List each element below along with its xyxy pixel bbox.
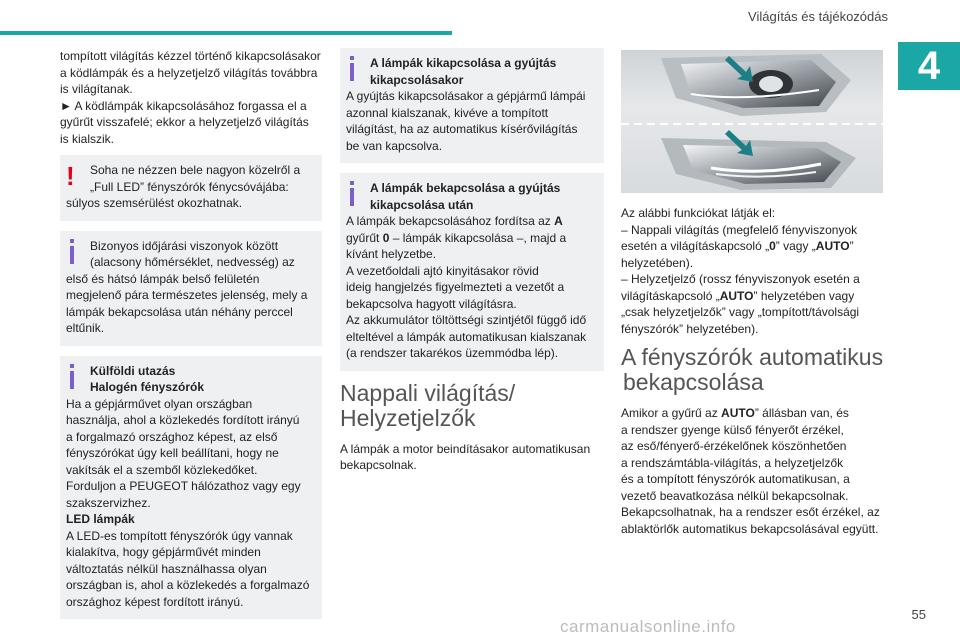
ring-label: A: [554, 214, 563, 228]
info-text: használja, ahol a közlekedés fordított irányú: [66, 413, 300, 427]
watermark: carmanualsonline.info: [560, 617, 736, 636]
info-title: Halogén fényszórók: [90, 380, 205, 394]
section-title-auto-headlamps: [621, 345, 886, 395]
info-text: országhoz képest fordított irányú.: [66, 594, 244, 609]
text-line: a ködlámpák és a helyzetjelző világítás továbbra: [60, 65, 318, 80]
info-text: fényszórókat úgy kell beállítani, hogy ne: [66, 446, 279, 460]
info-text: vakítsák el a szemből közlekedőket.: [66, 462, 258, 477]
section-title-daytime-lights: [340, 381, 604, 431]
warning-text: súlyos szemsérülést okozhatnak.: [66, 196, 243, 210]
list-item: – Nappali világítás (megfelelő fényviszonyok: [621, 222, 858, 237]
text-line: és a tompított fényszórók automatikusan, a: [621, 472, 850, 486]
header-accent-bar: [0, 31, 452, 35]
text-line: a rendszer gyenge külső fényerőt érzékel,: [621, 422, 844, 437]
list-item-continued: [621, 288, 886, 305]
text-line: Az alábbi funkciókat látják el:: [621, 206, 776, 220]
info-box-condensation: [60, 231, 322, 346]
text-fragment: A lámpák bekapcsolásához fordítsa az: [346, 214, 555, 228]
text-line: ► A ködlámpák kikapcsolásához forgassa el a: [60, 98, 307, 113]
text-fragment: ” vagy „: [775, 239, 816, 253]
text-fragment: ”: [849, 239, 854, 253]
text-fragment: gyűrűt: [346, 230, 383, 245]
section-title-line: Nappali világítás/: [340, 379, 516, 406]
info-title: A lámpák kikapcsolása a gyújtás: [370, 56, 557, 70]
warning-text: Soha ne nézzen bele nagyon közelről a: [90, 163, 301, 177]
info-text: világítást, ha az automatikus kísérővilágítás: [346, 122, 578, 136]
info-text: Az akkumulátor töltöttségi szintjétől függő idő: [346, 313, 587, 327]
headlamp-illustration: [621, 50, 883, 193]
info-text: [346, 213, 598, 230]
position-label: 0: [382, 230, 390, 245]
list-item-continued: helyzetében).: [621, 255, 694, 270]
text-line: Bekapcsolhatnak, ha a rendszer esőt érzékel, az: [621, 505, 880, 519]
info-text: (a rendszer takarékos üzemmódba lép).: [346, 346, 559, 360]
info-text: azonnal kialszanak, kivéve a tompított: [346, 105, 549, 120]
info-icon: [346, 181, 358, 209]
text-line: a rendszámtábla-világítás, a helyzetjelzők: [621, 455, 844, 470]
text-line: is kialszik.: [60, 131, 115, 146]
info-text: Ha a gépjárművet olyan országban: [66, 396, 253, 411]
text-line: vezető beavatkozása nélkül bekapcsolnak.: [621, 488, 849, 503]
info-box-lights-off: [340, 48, 604, 163]
info-text: országban is, ahol a közlekedés a forgalmazó: [66, 578, 310, 592]
daytime-lights-paragraph: [340, 441, 604, 474]
list-item-continued: [621, 238, 886, 255]
headlamp-photo: [621, 50, 883, 193]
list-item: – Helyzetjelző (rossz fényviszonyok esetén a: [621, 272, 860, 286]
text-line: gyűrűt visszafelé; ekkor a helyzetjelző világítás: [60, 115, 309, 129]
section-title-line: bekapcsolása: [623, 369, 764, 395]
text-fragment: – lámpák kikapcsolása –, majd a: [389, 230, 567, 245]
info-text: lámpák bekapcsolása után néhány perccel: [66, 304, 293, 319]
warning-text: „Full LED” fényszórók fénycsóvájába:: [90, 179, 289, 194]
section-title-line: A fényszórók automatikus: [621, 344, 884, 370]
text-line: bekapcsolnak.: [340, 458, 417, 472]
info-box-travel-abroad: [60, 356, 322, 620]
text-line: tompított világítás kézzel történő kikapcsolásakor: [60, 49, 321, 63]
list-item-continued: fényszórók” helyzetében).: [621, 321, 759, 336]
info-text: A gyújtás kikapcsolásakor a gépjármű lámpái: [346, 89, 586, 103]
info-text: eltűnik.: [66, 321, 105, 335]
info-text: változtatás nélkül használhassa olyan: [66, 561, 267, 576]
info-title: kikapcsolásakor: [370, 72, 464, 87]
info-text: megjelenő pára természetes jelenség, mely a: [66, 288, 308, 302]
info-text: ideig hangjelzés figyelmezteti a vezetőt a: [346, 280, 565, 294]
info-text: [346, 230, 598, 247]
info-text: Forduljon a PEUGEOT hálózathoz vagy egy: [66, 479, 301, 493]
info-text: A vezetőoldali ajtó kinyitásakor rövid: [346, 263, 539, 278]
functions-list: [621, 205, 886, 337]
text-fragment: esetén a világításkapcsoló „: [621, 239, 770, 253]
text-line: is világítanak.: [60, 82, 133, 96]
switch-position-label: AUTO: [815, 239, 850, 253]
column-right: [621, 48, 886, 545]
intro-paragraph: [60, 48, 322, 147]
info-icon: [66, 239, 78, 267]
section-header-title: Világítás és tájékozódás: [748, 9, 888, 24]
info-text: szakszervizhez.: [66, 495, 151, 510]
info-text: be van kapcsolva.: [346, 138, 443, 153]
section-title-line: Helyzetjelzők: [340, 404, 476, 431]
info-text: elteltével a lámpák automatikusan kialszanak: [346, 329, 587, 344]
info-title: Külföldi utazás: [90, 363, 176, 378]
page-number: 55: [911, 607, 926, 622]
chapter-number-tab: 4: [898, 42, 960, 90]
auto-headlamps-paragraph: [621, 405, 886, 537]
column-middle: [340, 48, 604, 482]
switch-position-label: AUTO: [721, 406, 755, 420]
list-item-continued: „csak helyzetjelzők” vagy „tompított/távolsági: [621, 305, 860, 319]
warning-icon: !: [66, 161, 75, 191]
text-line: [621, 405, 886, 422]
text-line: az eső/fényerő-érzékelőnek köszönhetően: [621, 439, 847, 453]
text-line: A lámpák a motor beindításakor automatikusan: [340, 441, 591, 456]
info-icon: [66, 364, 78, 392]
text-fragment: ” helyzetében vagy: [753, 288, 855, 303]
column-left: [60, 48, 322, 629]
info-subtitle: LED lámpák: [66, 512, 135, 526]
info-text: kívánt helyzetbe.: [346, 247, 437, 261]
text-fragment: ” állásban van, és: [754, 406, 849, 420]
info-text: első és hátsó lámpák belső felületén: [66, 271, 260, 286]
info-box-lights-on: [340, 173, 604, 371]
info-text: bekapcsolva hagyott világításra.: [346, 296, 517, 311]
text-fragment: Amikor a gyűrű az: [621, 406, 722, 420]
switch-position-label: AUTO: [719, 288, 754, 303]
info-text: (alacsony hőmérséklet, nedvesség) az: [90, 255, 295, 269]
info-title: A lámpák bekapcsolása a gyújtás: [370, 181, 561, 195]
info-icon: [346, 56, 358, 84]
switch-position-label: 0: [769, 239, 776, 253]
info-text: A LED-es tompított fényszórók úgy vannak: [66, 528, 293, 543]
text-fragment: világításkapcsoló „: [621, 288, 720, 303]
info-text: Bizonyos időjárási viszonyok között: [90, 238, 279, 253]
info-title: kikapcsolása után: [370, 197, 474, 212]
warning-box: [60, 155, 322, 221]
text-line: ablaktörlők automatikus bekapcsolásával együtt.: [621, 521, 879, 536]
info-text: a forgalmazó országhoz képest, az első: [66, 429, 278, 444]
info-text: kialakítva, hogy gépjárművét minden: [66, 545, 261, 559]
